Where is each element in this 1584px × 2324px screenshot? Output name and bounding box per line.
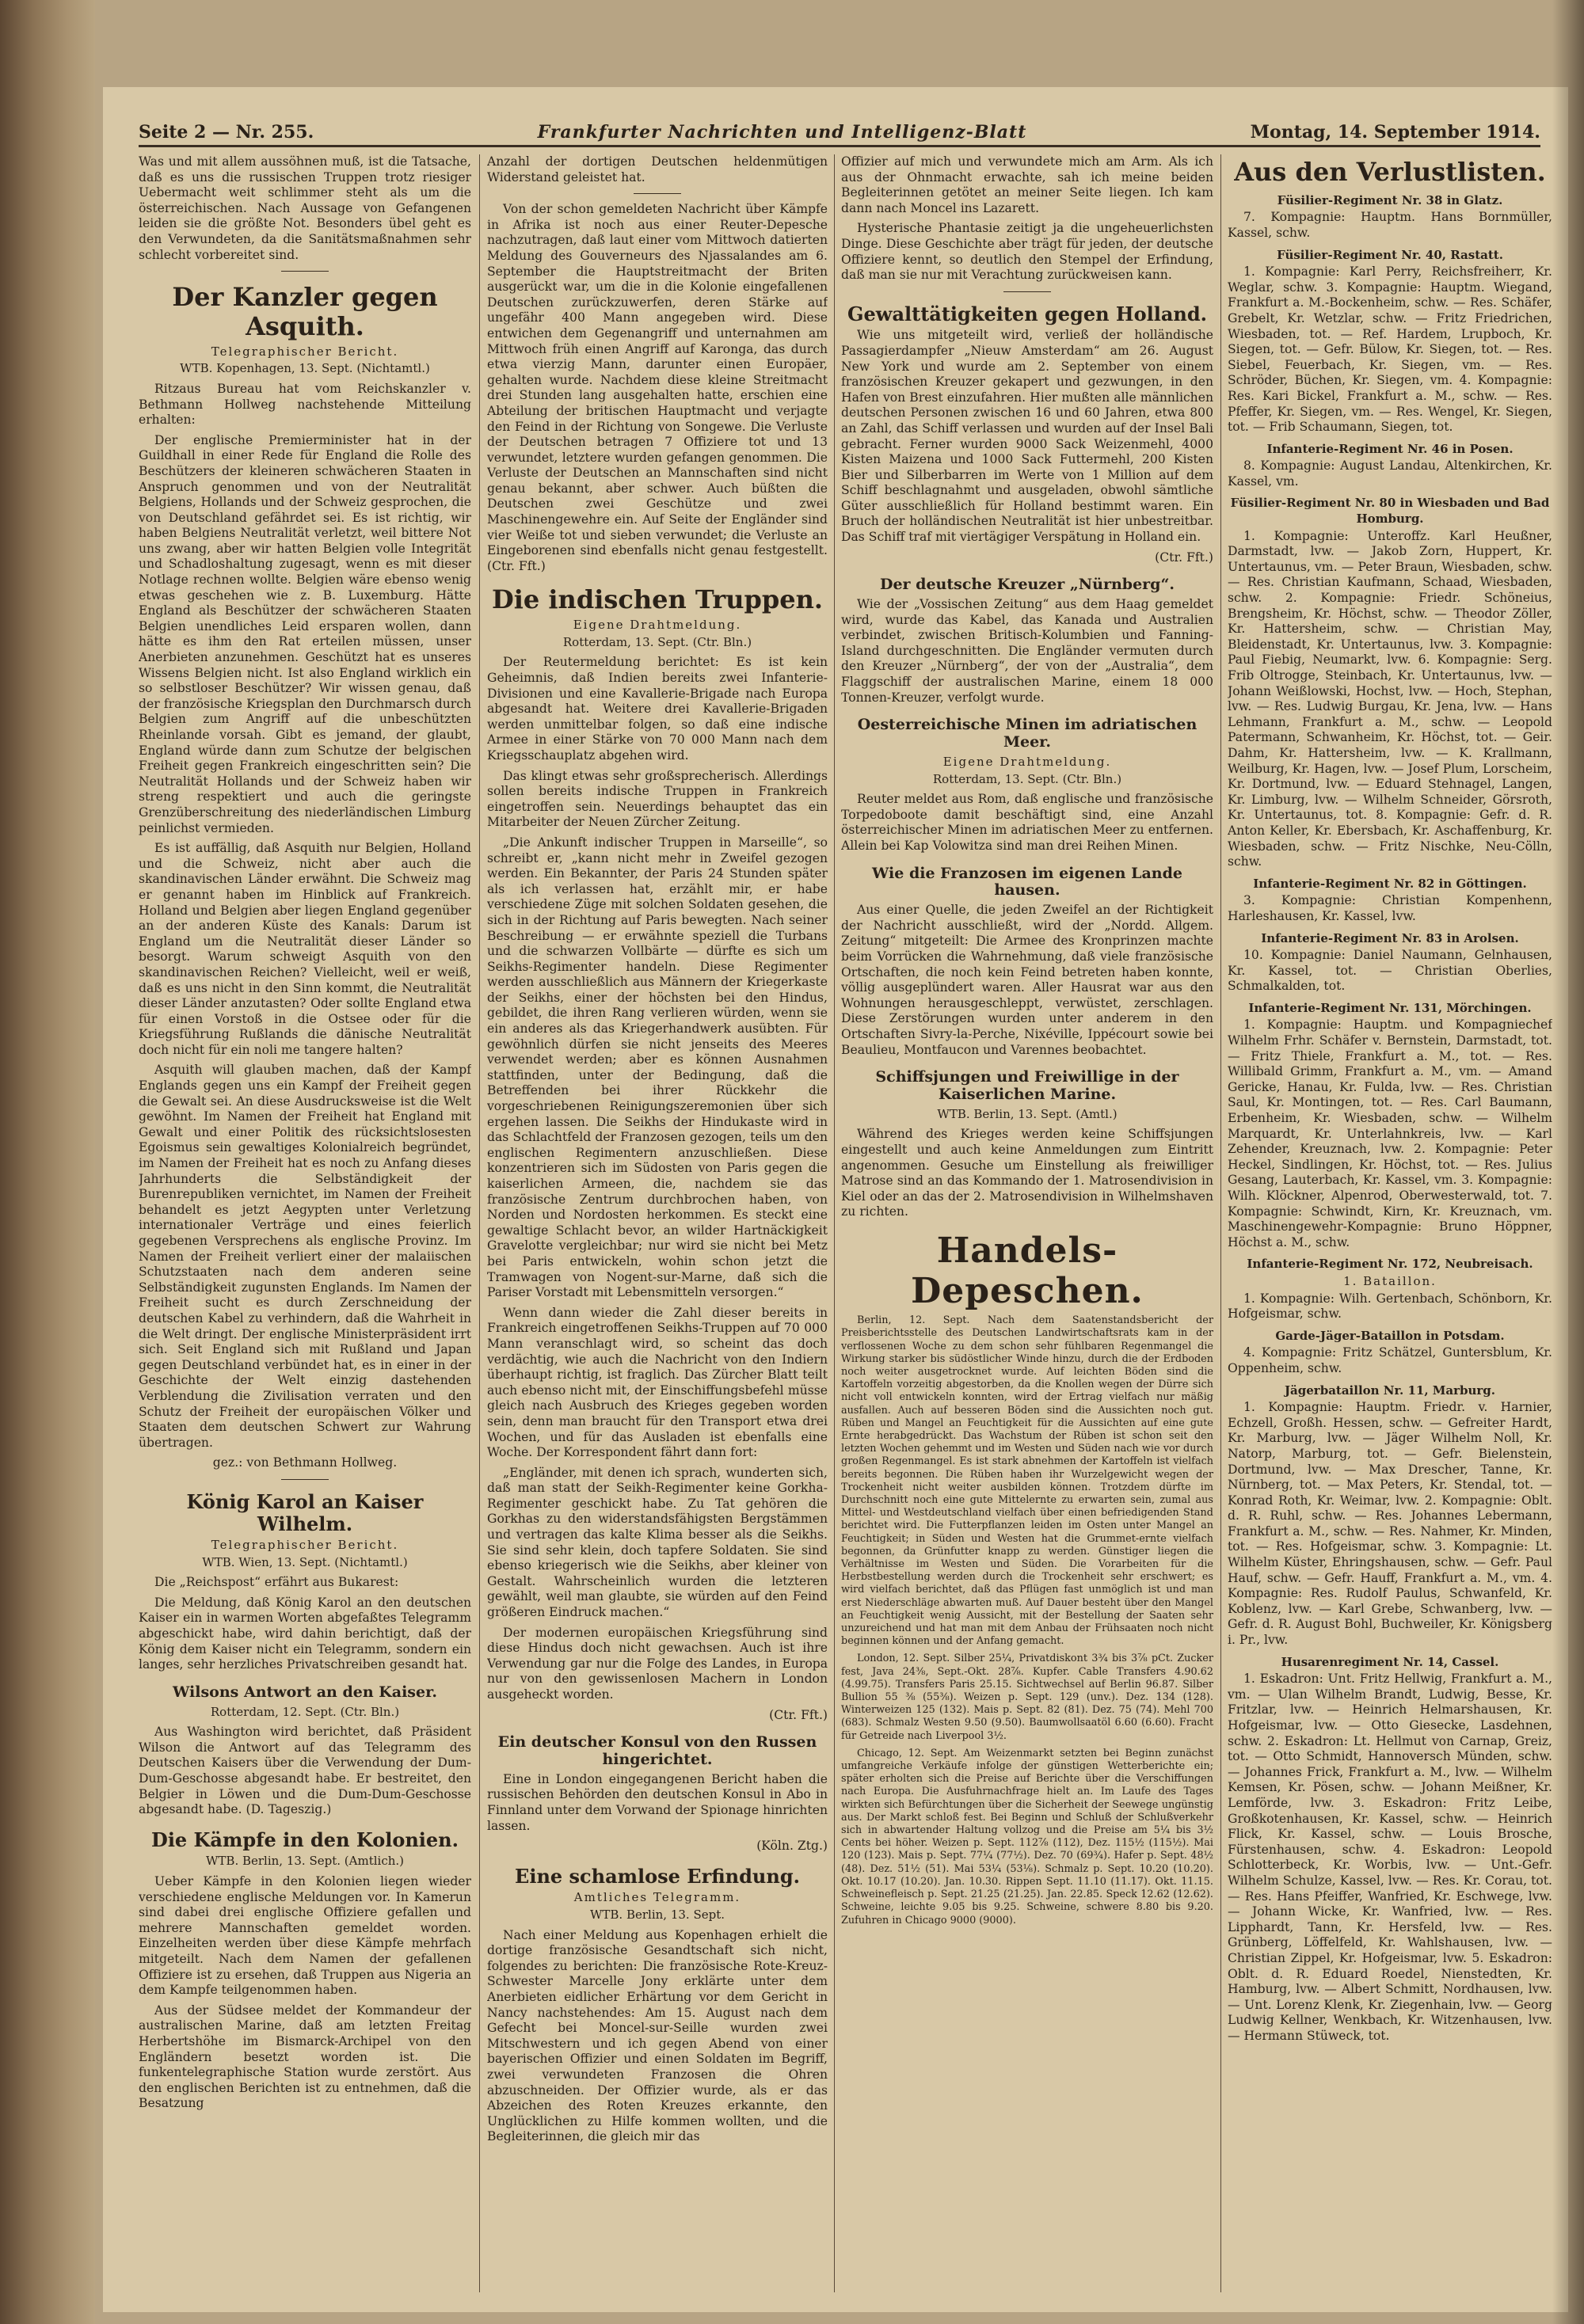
headline-kanzler: Der Kanzler gegen Asquith.	[172, 282, 438, 341]
headline-verlustlisten: Aus den Verlustlisten.	[1234, 157, 1546, 187]
headline-karol: König Karol an Kaiser Wilhelm.	[186, 1489, 424, 1535]
casualty-list: 1. Kompagnie: Wilh. Gertenbach, Schönborn, Kr. Hofgeismar, schw.	[1228, 1291, 1552, 1322]
dateline: Rotterdam, 12. Sept. (Ctr. Bln.)	[210, 1704, 400, 1719]
separator	[1003, 291, 1051, 292]
column-3	[841, 154, 1213, 2292]
article-text: Von der schon gemeldeten Nachricht über Kämpfe in Afrika ist noch aus einer Reuter-Depesche nachzutragen, daß laut einer vom Mittwoch datierten Meldung des Gouverneurs des Njassalandes am 6. September die Hauptstreitmacht der Briten ausgerückt war, um die in die Kolonie eingefallenen Deutschen zurückzuwerfen, deren Stärke auf ungefähr 400 Mann angegeben wird. Diese entwichen dem Gegenangriff und unternahmen am Mittwoch früh einen Angriff auf Karonga, das durch etwa vierzig Mann, darunter einen Europäer, gehalten wurde. Nachdem diese kleine Streitmacht drei Stunden lang ausgehalten hatte, erschien eine Abteilung der britischen Hauptmacht und verjagte den Feind in der Richtung von Songewe. Die Verluste der Deutschen betragen 7 Offiziere tot und 13 verwundet, letztere wurden gefangen genommen. Die Verluste der Deutschen an Mannschaften sind nicht genau bekannt, aber schwer. Auch büßten die Deutschen zwei Geschütze und zwei Maschinengewehre ein. Auf Seite der Engländer sind vier Weiße tot und sieben verwundet; die Verluste an Eingeborenen sind ebenfalls nicht genau festgestellt. (Ctr. Fft.)	[487, 202, 828, 573]
article-text: Der englische Premierminister hat in der Guildhall in einer Rede für England die Rolle des Beschützers der kleineren schwächeren Staaten in Anspruch genommen und von der Neutralität Belgiens, Hollands und der Schweiz gesprochen, die von Deutschland gefährdet sei. Es ist richtig, wir haben Belgiens Neutralität verletzt, weil bittere Not uns zwang, aber wir hatten Belgien volle Integrität und Schadloshaltung zugesagt, wenn es mit dieser Notlage rechnen wollte. Belgien wäre ebenso wenig etwas geschehen wie z. B. Luxemburg. Hätte England als Beschützer der schwächeren Staaten Belgien unendliches Leid ersparen wollen, dann hätte es ihm den Rat erteilen müssen, unser Anerbieten anzunehmen. Geschützt hat es unseres Wissens Belgien nicht. Ist also England wirklich ein so selbstloser Beschützer? Wir wissen genau, daß der französische Kriegsplan den Durchmarsch durch Belgien zum Angriff auf die unbeschützten Rheinlande vorsah. Gibt es jemand, der glaubt, England würde dann zum Schutze der belgischen Freiheit gegen Frankreich eingeschritten sein? Die Neutralität Hollands und der Schweiz haben wir streng respektiert und auch die geringste Grenzüberschreitung des niederländischen Limburg peinlichst vermieden.	[139, 432, 471, 835]
article-text: „Engländer, mit denen ich sprach, wunderten sich, daß man statt der Seikh-Regimenter keine Gorkha-Regimenter geschickt habe. Zu Tat gehören die Gorkhas zu den widerstandsfähigsten Bergstämmen und vertragen das kalte Klima besser als die Seikhs. Sie sind sehr klein, doch tapfere Soldaten. Sie sind ebenso kriegerisch wie die Seikhs, aber kleiner von Gestalt. Wahrscheinlich wurden die letzteren gewählt, weil man glaubte, sie würden auf den Feind größeren Eindruck machen.“	[487, 1465, 828, 1620]
article-text: Der Reutermeldung berichtet: Es ist kein Geheimnis, daß Indien bereits zwei Infanterie-Divisionen und eine Kavallerie-Brigade nach Europa abgesandt hat. Weitere drei Kavallerie-Brigaden werden unmittelbar folgen, so daß eine indische Armee in einer Stärke von 70 000 Mann nach dem Kriegsschauplatz abgehen wird.	[487, 655, 828, 763]
page-edge-shadow	[1552, 0, 1584, 2324]
casualty-list: 7. Kompagnie: Hauptm. Hans Bornmüller, Kassel, schw.	[1228, 210, 1552, 240]
column-2	[487, 154, 828, 2292]
subhead: 1. Bataillon.	[1343, 1273, 1437, 1288]
article-text: Der modernen europäischen Kriegsführung sind diese Hindus doch nicht gewachsen. Auch ist ihre Verwendung gar nur die Folge des Landes, in Europa nur von den gewissenlosen Machern in London ausgeheckt worden.	[487, 1625, 828, 1702]
article-text: „Die Ankunft indischer Truppen in Marseille“, so schreibt er, „kann nicht mehr in Zweifel gezogen werden. Ein Bekannter, der Paris 24 Stunden später als ich verlassen hat, erzählt mir, er habe verschiedene Züge mit solchen Soldaten gesehen, die sich in der Richtung auf Paris bewegten. Nach seiner Beschreibung — er erwähnte speziell die Turbans und die schwarzen Vollbärte — dürfte es sich um Seikhs-Regimenter handeln. Diese Regimenter werden ausschließlich aus Männern der Kriegerkaste der Seikhs, einer der höchsten bei den Hindus, gebildet, die ihren Rang verlieren würden, wenn sie ein anderes als das Kriegerhandwerk ausübten. Für gewöhnlich dürfen sie nicht jenseits des Meeres verwendet werden; aber es können Ausnahmen stattfinden, unter der Bedingung, daß die Betreffenden bei ihrer Rückkehr die vorgeschriebenen Reinigungszeremonien über sich ergehen lassen. Die Seikhs der Hindukaste wird in das Schlachtfeld der Franzosen gezogen, teils um den englischen Regimentern anzuschließen. Diese konzentrieren sich im Südosten von Paris gegen die kaiserlichen Armeen, die, nachdem sie das französische Zentrum durchbrochen haben, von Norden und Nordosten herkommen. Es steckt eine gewaltige Schlacht bevor, an wilder Hartnäckigkeit Gravelotte vergleichbar; nur wird sie nicht bei Metz bei Paris entwickeln, wohin schon jetzt die Tramwagen von Nogent-sur-Marne, daß sich die Pariser Vorstadt mit Lebensmitteln versorgen.“	[487, 835, 828, 1300]
source-note: (Köln. Ztg.)	[756, 1839, 828, 1854]
column-divider	[1220, 154, 1221, 2292]
dateline: WTB. Berlin, 13. Sept. (Amtlich.)	[206, 1854, 404, 1869]
column-1	[139, 154, 471, 2292]
headline-erfindung: Eine schamlose Erfindung.	[515, 1864, 800, 1888]
article-text: Aus einer Quelle, die jeden Zweifel an der Richtigkeit der Nachricht ausschließt, wird der „Nordd. Allgem. Zeitung“ mitgeteilt: Die Armee des Kronprinzen machte beim Vorrücken die Wahrnehmung, daß viele französische Ortschaften, die noch kein Feind betreten haben konnte, völlig ausgeplündert waren. Aller Hausrat war aus den Wohnungen herausgeschleppt, verwüstet, zerschlagen. Diese Zerstörungen wurden unter anderem in den Ortschaften Sivry-la-Perche, Nixéville, Ippécourt sowie bei Beaulieu, Montfaucon und Varennes beobachtet.	[841, 903, 1213, 1057]
article-text: Asquith will glauben machen, daß der Kampf Englands gegen uns ein Kampf der Freiheit gegen die Gewalt sei. An diese Ausdrucksweise ist die Welt gewöhnt. Im Namen der Freiheit hat England mit Gewalt und einer Politik des rücksichtslosesten Egoismus sein gewaltiges Kolonialreich begründet, im Namen der Freiheit hat es noch zu Anfang dieses Jahrhunderts die Selbständigkeit der Burenrepubliken vernichtet, im Namen der Freiheit behandelt es jetzt Aegypten unter Verletzung internationaler Verträge und eines feierlich gegebenen Versprechens als englische Provinz. Im Namen der Freiheit verliert einer der malaiischen Schutzstaaten nach dem anderen seine Selbständigkeit zugunsten Englands. Im Namen der Freiheit sucht es durch Zerschneidung der deutschen Kabel zu verhindern, daß die Wahrheit in die Welt dringt. Der englische Ministerpräsident irrt sich. Seit England sich mit Rußland und Japan gegen Deutschland verbündet hat, es in einer in der Geschichte der Welt einzig dastehenden Verblendung die Zivilisation verraten und den Schutz der Freiheit der europäischen Völker und Staaten dem deutschen Schwert zur Wahrung übertragen.	[139, 1063, 471, 1450]
subhead: Eigene Drahtmeldung.	[573, 618, 742, 633]
dateline: WTB. Kopenhagen, 13. Sept. (Nichtamtl.)	[180, 361, 430, 376]
article-text: Das klingt etwas sehr großsprecherisch. Allerdings sollen bereits indische Truppen in Frankreich eingetroffen sein. Neuerdings behauptet das ein Mitarbeiter der Neuen Zürcher Zeitung.	[487, 768, 828, 830]
regiment-title: Infanterie-Regiment Nr. 46 in Posen.	[1266, 441, 1514, 456]
subhead: Amtliches Telegramm.	[573, 1890, 741, 1905]
article-text: Was und mit allem aussöhnen muß, ist die Tatsache, daß es uns die russischen Truppen trotz riesiger Uebermacht weit schlimmer steht als um die österreichischen. Nach Aussage von Gefangenen leiden sie die größte Not. Besonders übel geht es den Verwundeten, da die Sanitätsmaßnahmen sehr schlecht vorbereitet sind.	[139, 154, 471, 262]
regiment-title: Infanterie-Regiment Nr. 83 in Arolsen.	[1261, 930, 1519, 945]
regiment-title: Jägerbataillon Nr. 11, Marburg.	[1284, 1383, 1496, 1398]
article-text: Nach einer Meldung aus Kopenhagen erhielt die dortige französische Gesandtschaft sich nicht, folgendes zu berichten: Die französische Rote-Kreuz-Schwester Marcelle Jony erklärte unter dem Anerbieten eidlicher Erhärtung vor dem Gericht in Nancy nachstehendes: Am 15. August nach dem Gefecht bei Moncel-sur-Seille wurden zwei Mitschwestern und ich gegen Abend von einer bayerischen Offizier und einen Soldaten im Begriff, zwei verwundeten Franzosen die Ohren abzuschneiden. Der Offizier wurde, als er das Abzeichen des Roten Kreuzes erkannte, den Unglücklichen zu Hilfe kommen wollten, und die Begleiterinnen, die gleich mir das	[487, 1927, 828, 2144]
page-header	[139, 111, 1540, 143]
source-note: (Ctr. Fft.)	[769, 1707, 828, 1722]
dateline: Rotterdam, 13. Sept. (Ctr. Bln.)	[562, 634, 752, 649]
article-text: Aus Washington wird berichtet, daß Präsident Wilson die Antwort auf das Telegramm des Deutschen Kaisers über die Verwendung der Dum-Dum-Geschosse abgesandt habe. Er bestreitet, den Belgier in Löwen und die Dum-Dum-Geschosse abgesandt habe. (D. Tageszig.)	[139, 1725, 471, 1817]
headline-wilson: Wilsons Antwort an den Kaiser.	[173, 1683, 437, 1701]
article-text: Offizier auf mich und verwundete mich am Arm. Als ich aus der Ohnmacht erwachte, sah ich meine beiden Begleiterinnen getötet an meiner Seite liegen. Ich kam dann nach Moncel ins Lazarett.	[841, 154, 1213, 215]
headline-indisch: Die indischen Truppen.	[491, 584, 823, 615]
article-text: Die „Reichspost“ erfährt aus Bukarest:	[154, 1575, 399, 1590]
article-text: London, 12. Sept. Silber 25¼, Privatdiskont 3¾ bis 3⅞ pCt. Zucker fest, Java 24⅜, Sept.-Okt. 28⅞. Kupfer. Cable Transfers 4.90.62 (4.99.75). Transfers Paris 25.15. Sichtwechsel auf Berlin 96.87. Silber Bullion 55 ⅜ (55⅜). Weizen p. Sept. 129 (unv.). Dez. 134 (128). Winterweizen 125 (132). Mais p. Sept. 82 (81). Dez. 75 (74). Mehl 700 (683). Schmalz Westen 9.50 (9.50). Baumwollsaatöl 6.60 (6.60). Fracht für Getreide nach Liverpool 3½.	[841, 1653, 1213, 1742]
regiment-title: Husarenregiment Nr. 14, Cassel.	[1281, 1654, 1499, 1669]
dateline: WTB. Berlin, 13. Sept.	[589, 1908, 725, 1923]
headline-minen: Oesterreichische Minen im adriatischen Meer.	[857, 716, 1198, 751]
book-binding	[0, 0, 95, 2324]
header-rule	[139, 145, 1540, 147]
headline-nuernberg: Der deutsche Kreuzer „Nürnberg“.	[879, 576, 1175, 594]
column-4	[1228, 154, 1552, 2292]
headline-kolonien: Die Kämpfe in den Kolonien.	[151, 1828, 459, 1851]
casualty-list: 1. Kompagnie: Hauptm. und Kompagniechef Wilhelm Frhr. Schäfer v. Bernstein, Darmstadt, tot. — Fritz Thiele, Frankfurt a. M., tot. — Res. Willibald Grimm, Frankfurt a. M., vm. — Amand Gericke, Hanau, Kr. Fulda, lvw. — Res. Christian Saul, Kr. Montingen, tot. — Res. Carl Baumann, Erbenheim, Kr. Wiesbaden, schw. — Wilhelm Marquardt, Kr. Unterlahnkreis, lvw. — Karl Zehender, Kreuznach, lvw. 2. Kompagnie: Peter Heckel, Sindlingen, Kr. Höchst, tot. — Res. Julius Gesang, Lauterbach, Kr. Kassel, vm. 3. Kompagnie: Wilh. Klöckner, Alpenrod, Oberwesterwald, tot. 7. Kompagnie: Schwindt, Kirn, Kr. Kreuznach, vm. Maschinengewehr-Kompagnie: Bruno Höppner, Höchst a. M., schw.	[1228, 1017, 1552, 1249]
casualty-list: 1. Kompagnie: Unteroffz. Karl Heußner, Darmstadt, lvw. — Jakob Zorn, Huppert, Kr. Untertaunus, vm. — Peter Braun, Wiesbaden, schw. — Res. Christian Kaufmann, Schaad, Wiesbaden, schw. 2. Kompagnie: Friedr. Schöneius, Brengsheim, Kr. Höchst, schw. — Theodor Zöller, Kr. Hattersheim, schw. — Christian May, Bleidenstadt, Kr. Untertaunus, lvw. 3. Kompagnie: Paul Fiebig, Neumarkt, lvw. 6. Kompagnie: Serg. Frib Oltrogge, Steinbach, Kr. Untertaunus, lvw. — Johann Weißlowski, Hochst, lvw. — Hoch, Stephan, lvw. — Res. Ludwig Burgau, Kr. Jena, lvw. — Hans Lehmann, Frankfurt a. M., schw. — Leopold Patermann, Schwanheim, Kr. Höchst, tot. — Geir. Dahm, Kr. Hattersheim, lvw. — K. Krallmann, Weilburg, Kr. Hagen, lvw. — Josef Plum, Lorscheim, Kr. Dortmund, lvw. — Eduard Stehnagel, Langen, Kr. Limburg, lvw. — Wilhelm Schneider, Görsroth, Kr. Untertaunus, tot. 8. Kompagnie: Gefr. d. R. Anton Keller, Kr. Ebersbach, Kr. Aschaffenburg, Kr. Wiesbaden, schw. — Fritz Nischke, Neu-Cölln, schw.	[1228, 528, 1552, 869]
separator	[281, 271, 329, 272]
casualty-list: 1. Kompagnie: Hauptm. Friedr. v. Harnier, Echzell, Großh. Hessen, schw. — Gefreiter Hardt, Kr. Marburg, lvw. — Jäger Wilhelm Noll, Kr. Natorp, Marburg, tot. — Gefr. Bielenstein, Dortmund, lvw. — Max Drescher, Tanne, Kr. Nürnberg, tot. — Max Peters, Kr. Stendal, tot. — Konrad Roth, Kr. Weimar, lvw. 2. Kompagnie: Oblt. d. R. Ruhl, schw. — Res. Johannes Lebermann, Frankfurt a. M., schw. — Res. Nahmer, Kr. Minden, tot. — Res. Hofgeismar, schw. 3. Kompagnie: Lt. Wilhelm Küster, Ehringshausen, schw. — Gefr. Paul Hauf, schw. — Gefr. Hauff, Frankfurt a. M., vm. 4. Kompagnie: Res. Rudolf Paulus, Schwanfeld, Kr. Koblenz, lvw. — Karl Grebe, Schwanberg, lvw. — Gefr. d. R. August Bohl, Buchweiler, Kr. Königsberg i. Pr., lvw.	[1228, 1400, 1552, 1648]
regiment-title: Garde-Jäger-Bataillon in Potsdam.	[1275, 1328, 1505, 1343]
regiment-title: Füsilier-Regiment Nr. 80 in Wiesbaden und Bad Homburg.	[1230, 496, 1550, 527]
casualty-list: 3. Kompagnie: Christian Kompenhenn, Harleshausen, Kr. Kassel, lvw.	[1228, 893, 1552, 923]
signature: gez.: von Bethmann Hollweg.	[212, 1455, 398, 1470]
headline-schiffsjungen: Schiffsjungen und Freiwillige in der Kaiserlichen Marine.	[875, 1068, 1179, 1103]
regiment-title: Infanterie-Regiment Nr. 172, Neubreisach.	[1247, 1257, 1533, 1272]
masthead: Frankfurter Nachrichten und Intelligenz-Blatt	[537, 122, 1027, 143]
article-text: Ritzaus Bureau hat vom Reichskanzler v. Bethmann Hollweg nachstehende Mitteilung erhalten:	[139, 381, 471, 428]
dateline: Rotterdam, 13. Sept. (Ctr. Bln.)	[932, 771, 1122, 786]
separator	[281, 1479, 329, 1480]
article-text: Hysterische Phantasie zeitigt ja die ungeheuerlichsten Dinge. Diese Geschichte aber trägt für jeden, der deutsche Offiziere kennt, so deutlich den Stempel der Erfindung, daß man sie nur mit Verachtung zurückweisen kann.	[841, 221, 1213, 283]
article-text: Die Meldung, daß König Karol an den deutschen Kaiser ein in warmen Worten abgefaßtes Telegramm abgeschickt habe, wird dahin berichtigt, daß der König dem Kaiser nicht ein Telegramm, sondern ein langes, sehr herzliches Privatschreiben gesandt hat.	[139, 1595, 471, 1672]
headline-holland: Gewalttätigkeiten gegen Holland.	[847, 302, 1207, 325]
dateline: WTB. Wien, 13. Sept. (Nichtamtl.)	[202, 1554, 408, 1569]
article-text: Es ist auffällig, daß Asquith nur Belgien, Holland und die Schweiz, nicht aber auch die skandinavischen Länder erwähnt. Die Schweiz mag er genannt haben im Hinblick auf Frankreich. Holland und Belgien aber liegen England gegenüber an der anderen Küste des Kanals: Darum ist England um die Neutralität dieser Länder so besorgt. Warum schweigt Asquith von den skandinavischen Reichen? Vielleicht, weil er weiß, daß es uns nicht in den Sinn kommt, die Neutralität dieser Länder anzutasten? Oder sollte England etwa für einen Vorstoß in die Ostsee oder für die Kriegsführung Rußlands die dänische Neutralität doch nicht für ein noli me tangere halten?	[139, 841, 471, 1057]
subhead: Eigene Drahtmeldung.	[942, 754, 1112, 769]
headline-konsul: Ein deutscher Konsul von den Russen hingerichtet.	[497, 1733, 817, 1769]
article-text: Eine in London eingegangenen Bericht haben die russischen Behörden den deutschen Konsul in Abo in Finnland unter dem Vorwand der Spionage hinrichten lassen.	[487, 1771, 828, 1833]
article-text: Wie uns mitgeteilt wird, verließ der holländische Passagierdampfer „Nieuw Amsterdam“ am 26. August New York und wurde am 2. September von einem französischen Kreuzer gekapert und gezwungen, in den Hafen von Brest einzufahren. Hier mußten alle männlichen deutschen Personen zwischen 16 und 60 Jahren, etwa 800 an Zahl, das Schiff verlassen und wurden auf der Insel Bali gebracht. Ferner wurden 9000 Sack Weizenmehl, 4000 Kisten Maizena und 1000 Sack Futtermehl, 200 Kisten Bier und Silberbarren im Werte von 1 Million auf dem Schiff beschlagnahmt und ausgeladen, obwohl sämtliche Güter ausschließlich für Holland bestimmt waren. Ein Bruch der holländischen Neutralität ist hier unbestreitbar. Das Schiff traf mit viertägiger Verspätung in Holland ein.	[841, 328, 1213, 545]
dateline: WTB. Berlin, 13. Sept. (Amtl.)	[937, 1106, 1118, 1121]
casualty-list: 1. Eskadron: Unt. Fritz Hellwig, Frankfurt a. M., vm. — Ulan Wilhelm Brandt, Ludwig, Besse, Kr. Fritzlar, lvw. — Heinrich Helmarshausen, Kr. Hofgeismar, lvw. — Otto Giesecke, Lasdehnen, schw. 2. Eskadron: Lt. Hellmut von Carnap, Greiz, tot. — Otto Schmidt, Hannoversch Münden, schw. — Johannes Frick, Frankfurt a. M., lvw. — Wilhelm Kemsen, Kr. Pösen, schw. — Johann Meißner, Kr. Lemförde, lvw. 3. Eskadron: Fritz Leibe, Großkotenhausen, Kr. Kassel, schw. — Heinrich Flick, Kr. Kassel, schw. — Louis Brosche, Fürstenhausen, schw. 4. Eskadron: Leopold Schlotterbeck, Kr. Worbis, lvw. — Unt.-Gefr. Wilhelm Schulze, Kassel, lvw. — Res. Kr. Corau, tot. — Res. Hans Pfeiffer, Wanfried, Kr. Eschwege, lvw. — Johann Wicke, Kr. Wanfried, lvw. — Res. Lipphardt, Tann, Kr. Hersfeld, lvw. — Res. Grünberg, Löffelfeld, Kr. Wahlshausen, lvw. — Christian Zippel, Kr. Hofgeismar, lvw. 5. Eskadron: Oblt. d. R. Eduard Roedel, Nienstedten, Kr. Hamburg, lvw. — Albert Schmitt, Nordhausen, lvw. — Unt. Lorenz Klenk, Kr. Ziegenhain, lvw. — Georg Ludwig Kellner, Wenkbach, Kr. Witzenhausen, lvw. — Hermann Stüweck, tot.	[1228, 1672, 1552, 2043]
subhead: Telegraphischer Bericht.	[211, 344, 399, 359]
separator	[634, 193, 681, 194]
regiment-title: Füsilier-Regiment Nr. 40, Rastatt.	[1277, 247, 1503, 262]
subhead: Telegraphischer Bericht.	[211, 1538, 399, 1553]
column-divider	[479, 154, 480, 2292]
casualty-list: 4. Kompagnie: Fritz Schätzel, Guntersblum, Kr. Oppenheim, schw.	[1228, 1345, 1552, 1375]
casualty-list: 10. Kompagnie: Daniel Naumann, Gelnhausen, Kr. Kassel, tot. — Christian Oberlies, Schmalkalden, tot.	[1228, 948, 1552, 994]
article-text: Während des Krieges werden keine Schiffsjungen eingestellt und auch keine Anmeldungen zum Eintritt angenommen. Gesuche um Einstellung als freiwilliger Matrose sind an das Kommando der 1. Matrosendivision in Kiel oder an das der 2. Matrosendivision in Wilhelmshaven zu richten.	[841, 1127, 1213, 1219]
regiment-title: Infanterie-Regiment Nr. 131, Mörchingen.	[1248, 1000, 1532, 1015]
headline-franzosen: Wie die Franzosen im eigenen Lande hausen.	[872, 864, 1182, 900]
article-text: Anzahl der dortigen Deutschen heldenmütigen Widerstand geleistet hat.	[487, 154, 828, 184]
regiment-title: Füsilier-Regiment Nr. 38 in Glatz.	[1277, 192, 1503, 207]
casualty-list: 8. Kompagnie: August Landau, Altenkirchen, Kr. Kassel, vm.	[1228, 458, 1552, 489]
casualty-list: 1. Kompagnie: Karl Perry, Reichsfreiherr, Kr. Weglar, schw. 3. Kompagnie: Hauptm. Wiegand, Frankfurt a. M.-Bockenheim, schw. — Res. Schäfer, Grebelt, Kr. Wetzlar, schw. — Fritz Friedrichen, Wiesbaden, tot. — Ref. Hardem, Lrupboch, Kr. Siegen, tot. — Gefr. Bülow, Kr. Siegen, tot. — Res. Siebel, Feuerbach, Kr. Siegen, vm. — Res. Schröder, Büchen, Kr. Siegen, vm. 4. Kompagnie: Res. Kari Bickel, Frankfurt a. M., schw. — Res. Pfeffer, Kr. Siegen, vm. — Res. Wengel, Kr. Siegen, tot. — Frib Schaumann, Siegen, tot.	[1228, 264, 1552, 435]
article-text: Aus der Südsee meldet der Kommandeur der australischen Marine, daß am letzten Freitag Herbertshöhe im Bismarck-Archipel von den Engländern besetzt worden ist. Die funkentelegraphische Station wurde zerstört. Aus den englischen Berichten ist zu entnehmen, daß die Besatzung	[139, 2003, 471, 2111]
article-text: Ueber Kämpfe in den Kolonien liegen wieder verschiedene englische Meldungen vor. In Kamerun sind dabei drei englische Offiziere gefallen und mehrere Mannschaften gemeldet worden. Einzelheiten werden über diese Kämpfe mehrfach mitgeteilt. Nach dem Namen der gefallenen Offiziere ist zu ersehen, daß Truppen aus Nigeria an dem Kampfe teilgenommen haben.	[139, 1874, 471, 1998]
article-text: Wie der „Vossischen Zeitung“ aus dem Haag gemeldet wird, wurde das Kabel, das Kanada und Australien verbindet, zwischen Britisch-Kolumbien und Fanning-Island durchgeschnitten. Die Engländer vermuten durch den Kreuzer „Nürnberg“, der von der „Australia“, dem Flaggschiff der australischen Marine, einem 18 000 Tonnen-Kreuzer, verfolgt wurde.	[841, 597, 1213, 705]
regiment-title: Infanterie-Regiment Nr. 82 in Göttingen.	[1253, 876, 1527, 891]
column-divider	[834, 154, 835, 2292]
article-text: Chicago, 12. Sept. Am Weizenmarkt setzten bei Beginn zunächst umfangreiche Verkäufe infolge der günstigen Wetterberichte ein; später erholten sich die Preise auf Berichte über die Verschiffungen nach Europa. Die Ausfuhrnachfrage hielt an. Im Laufe des Tages wirkten sich Befürchtungen über die Sicherheit der Seewege ungünstig aus. Der Markt schloß fest. Bei Beginn und Schluß der Schlußverkehr sich in abwartender Haltung vollzog und die Preise am 5¼ bis 3½ Cents bei höher. Weizen p. Sept. 112⅞ (112), Dez. 115½ (115½). Mai 120 (123). Mais p. Sept. 77¼ (77½). Dez. 70 (69¾). Hafer p. Sept. 48½ (48). Dez. 51½ (51). Mai 53¼ (53⅛). Schmalz p. Sept. 10.20 (10.20). Okt. 10.17 (10.20). Jan. 10.30. Rippen Sept. 11.10 (11.17). Okt. 11.15. Schweinefleisch p. Sept. 21.25 (21.25). Jan. 22.85. Speck 12.62 (12.62). Schweine, leichte 9.05 bis 9.25. Schweine, schwere 8.80 bis 9.20. Zufuhren in Chicago 9000 (9000).	[841, 1747, 1213, 1927]
issue-date: Montag, 14. September 1914.	[1250, 122, 1540, 143]
article-text: Reuter meldet aus Rom, daß englische und französische Torpedoboote damit beschäftigt sind, eine Anzahl österreichischer Minen im adriatischen Meer zu entfernen. Allein bei Kap Volowitza sind man drei Reihen Minen.	[841, 792, 1213, 853]
page-number: Seite 2 — Nr. 255.	[139, 122, 314, 143]
source-note: (Ctr. Fft.)	[1155, 550, 1213, 565]
article-text: Wenn dann wieder die Zahl dieser bereits in Frankreich eingetroffenen Seikhs-Truppen auf 70 000 Mann veranschlagt wird, so scheint das doch verdächtig, wie auch die Nachricht von den Indiern überhaupt richtig, ist fraglich. Das Zürcher Blatt teilt auch ebenso nicht mit, der Einschiffungsbefehl müsse gleich nach Ausbruch des Krieges gegeben worden sein, denn man braucht für den Transport etwa drei Wochen, und für das Ausladen ist ebenfalls eine Woche. Der Korrespondent fährt dann fort:	[487, 1305, 828, 1460]
headline-handel: Handels-Depeschen.	[911, 1230, 1144, 1311]
article-text: Berlin, 12. Sept. Nach dem Saatenstandsbericht der Preisberichtsstelle des Deutschen Landwirtschaftsrats kam in der verflossenen Woche zu dem schon sehr fühlbaren Regenmangel die Wirkung starker bis südöstlicher Winde hinzu, durch die der Erdboden noch weiter ausgetrocknet wurde. Auf leichten Böden sind die Kartoffeln vorzeitig abgestorben, da die Knollen wegen der Dürre sich nicht voll entwickeln konnten, wird der Ertrag vielfach nur mäßig ausfallen. Auch auf besseren Böden sind die Aussichten noch gut. Rüben und Mangel an Feuchtigkeit für die Aussichten auf eine gute Ernte herabgedrückt. Das Wachstum der Rüben ist schon seit den letzten Wochen gehemmt und im Westen und Süden nach wie vor durch großen Regenmangel. Es ist stark abnehmen der Kartoffeln ist vielfach bereits begonnen. Die Rüben haben ihr Wurzelgewicht wegen der Trockenheit nicht weiter ausbilden können. Trotzdem dürfte im Durchschnitt noch eine gute Mittelernte zu erwarten sein, zumal aus Mittel- und Westdeutschland vielfach über einen befriedigenden Stand berichtet wird. Die Futterpflanzen leiden im Osten unter Mangel an Feuchtigkeit; in Süden und Westen hat die Grummet-ernte vielfach begonnen, da Grünfutter knapp zu werden. Günstiger liegen die Verhältnisse im Westen und Süden. Die Vorarbeiten für die Herbstbestellung werden durch die Trockenheit sehr erschwert; es wird vielfach berichtet, daß das Pflügen fast unmöglich ist und man erst Niederschläge abwarten muß. Auf Dauer besteht über den Mangel an Feuchtigkeit wenig Aussicht, mit der Bestellung der Saaten sehr unzureichend und hat man mit dem Anbau der Frühsaaten noch nicht beginnen können und der Anfang gemacht.	[841, 1314, 1213, 1648]
